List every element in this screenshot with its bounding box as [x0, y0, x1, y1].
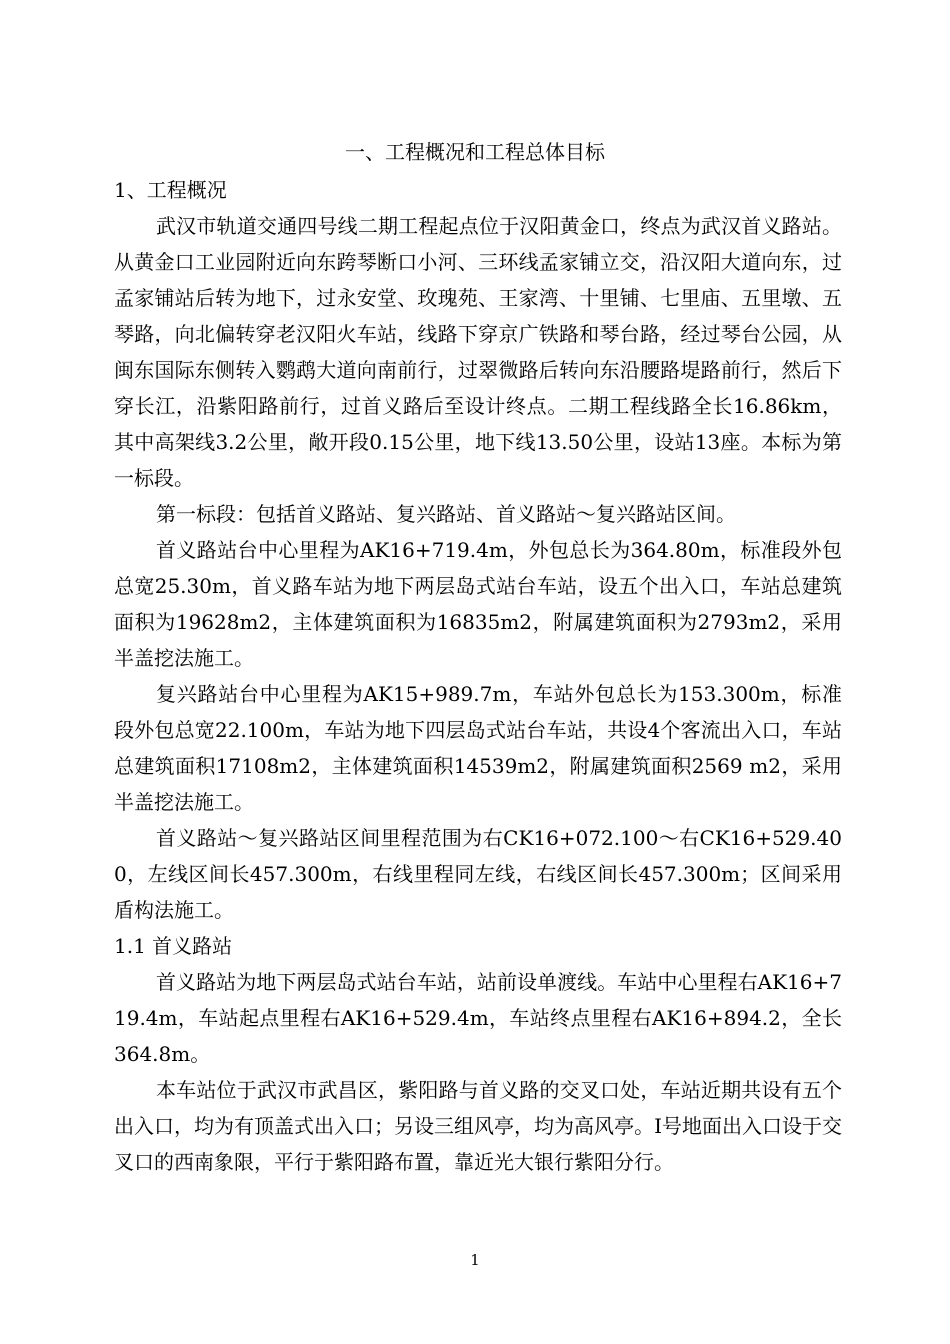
document-body: [114, 172, 842, 1180]
document-title: 一、工程概况和工程总体目标: [345, 140, 605, 164]
paragraph-first-bid-section: 第一标段：包括首义路站、复兴路站、首义路站～复兴路站区间。: [156, 502, 736, 526]
paragraph-station-location: 本车站位于武汉市武昌区，紫阳路与首义路的交叉口处，车站近期共设有五个出入口，均为有顶盖式出入口；另设三组风亭，均为高风亭。Ⅰ号地面出入口设于交叉口的西南象限，平行于紫阳路布置，靠近光大银行紫阳分行。: [114, 1078, 842, 1174]
section-heading-1: 1、工程概况: [114, 178, 227, 202]
paragraph-interval-section: 首义路站～复兴路站区间里程范围为右CK16+072.100～右CK16+529.400，左线区间长457.300m，右线里程同左线，右线区间长457.300m；区间采用盾构法施工。: [114, 826, 842, 922]
paragraph-station-mileage: 首义路站为地下两层岛式站台车站，站前设单渡线。车站中心里程右AK16+719.4m，车站起点里程右AK16+529.4m，车站终点里程右AK16+894.2，全长364.8m。: [114, 970, 842, 1066]
page-number: 1: [470, 1251, 480, 1269]
paragraph-fuxinglu-station: 复兴路站台中心里程为AK15+989.7m，车站外包总长为153.300m，标准段外包总宽22.100m，车站为地下四层岛式站台车站，共设4个客流出入口，车站总建筑面积17108m2，主体建筑面积14539m2，附属建筑面积2569 m2，采用半盖挖法施工。: [114, 682, 842, 814]
section-heading-1-1: 1.1 首义路站: [114, 934, 233, 958]
paragraph-project-overview: 武汉市轨道交通四号线二期工程起点位于汉阳黄金口，终点为武汉首义路站。从黄金口工业园附近向东跨琴断口小河、三环线孟家铺立交，沿汉阳大道向东，过孟家铺站后转为地下，过永安堂、玫瑰苑、王家湾、十里铺、七里庙、五里墩、五琴路，向北偏转穿老汉阳火车站，线路下穿京广铁路和琴台路，经过琴台公园，从闽东国际东侧转入鹦鹉大道向南前行，过翠微路后转向东沿腰路堤路前行，然后下穿长江，沿紫阳路前行，过首义路后至设计终点。二期工程线路全长16.86km，其中高架线3.2公里，敞开段0.15公里，地下线13.50公里，设站13座。本标为第一标段。: [114, 214, 842, 490]
paragraph-shouyilu-station: 首义路站台中心里程为AK16+719.4m，外包总长为364.80m，标准段外包总宽25.30m，首义路车站为地下两层岛式站台车站，设五个出入口，车站总建筑面积为19628m2，主体建筑面积为16835m2，附属建筑面积为2793m2，采用半盖挖法施工。: [114, 538, 842, 670]
